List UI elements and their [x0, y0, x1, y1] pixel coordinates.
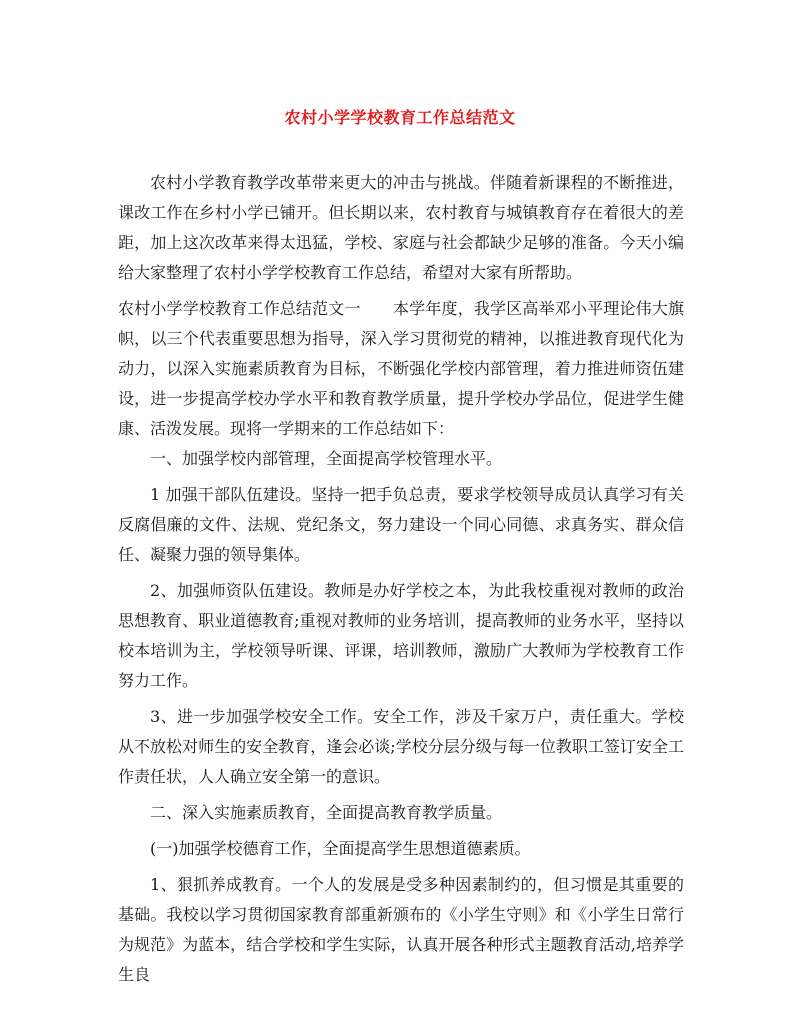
paragraph-article-one-opening: 农村小学学校教育工作总结范文一 本学年度，我学区高举邓小平理论伟大旗帜，以三个代表重要思想为指导，深入学习贯彻党的精神，以推进教育现代化为动力，以深入实施素质教育为目标，不断强化学校内部管理，着力推进师资伍建设，进一步提高学校办学水平和教育教学质量，提升学校办学品位，促进学生健康、活泼发展。现将一学期来的工作总结如下：: [118, 299, 684, 438]
paragraph-intro: 农村小学教育教学改革带来更大的冲击与挑战。伴随着新课程的不断推进，课改工作在乡村小学已铺开。但长期以来，农村教育与城镇教育存在着很大的差距，加上这次改革来得太迅猛，学校、家庭与社会都缺少足够的准备。今天小编给大家整理了农村小学学校教育工作总结，希望对大家有所帮助。: [118, 173, 684, 282]
document-title: 农村小学学校教育工作总结范文: [284, 108, 516, 127]
section-heading-2: 二、深入实施素质教育，全面提高教育教学质量。: [150, 803, 503, 822]
section-heading-1: 一、加强学校内部管理，全面提高学校管理水平。: [150, 449, 503, 468]
document-body: [118, 168, 684, 996]
paragraph-habit-education: 1、狠抓养成教育。一个人的发展是受多种因素制约的，但习惯是其重要的基础。我校以学习贯彻国家教育部重新颁布的《小学生守则》和《小学生日常行为规范》为蓝本，结合学校和学生实际，认真开展各种形式主题教育活动,培养学生良: [118, 875, 684, 984]
paragraph-cadre-building: 1 加强干部队伍建设。坚持一把手负总责，要求学校领导成员认真学习有关反腐倡廉的文件、法规、党纪条文，努力建设一个同心同德、求真务实、群众信任、凝聚力强的领导集体。: [118, 485, 684, 564]
subsection-heading-moral-education: (一)加强学校德育工作，全面提高学生思想道德素质。: [150, 839, 531, 858]
paragraph-teacher-building: 2、加强师资队伍建设。教师是办好学校之本，为此我校重视对教师的政治思想教育、职业道德教育;重视对教师的业务培训，提高教师的业务水平，坚持以校本培训为主，学校领导听课、评课，培训教师，激励广大教师为学校教育工作努力工作。: [118, 581, 684, 690]
paragraph-safety-work: 3、进一步加强学校安全工作。安全工作，涉及千家万户，责任重大。学校从不放松对师生的安全教育，逢会必谈;学校分层分级与每一位教职工签订安全工作责任状，人人确立安全第一的意识。: [118, 707, 684, 786]
